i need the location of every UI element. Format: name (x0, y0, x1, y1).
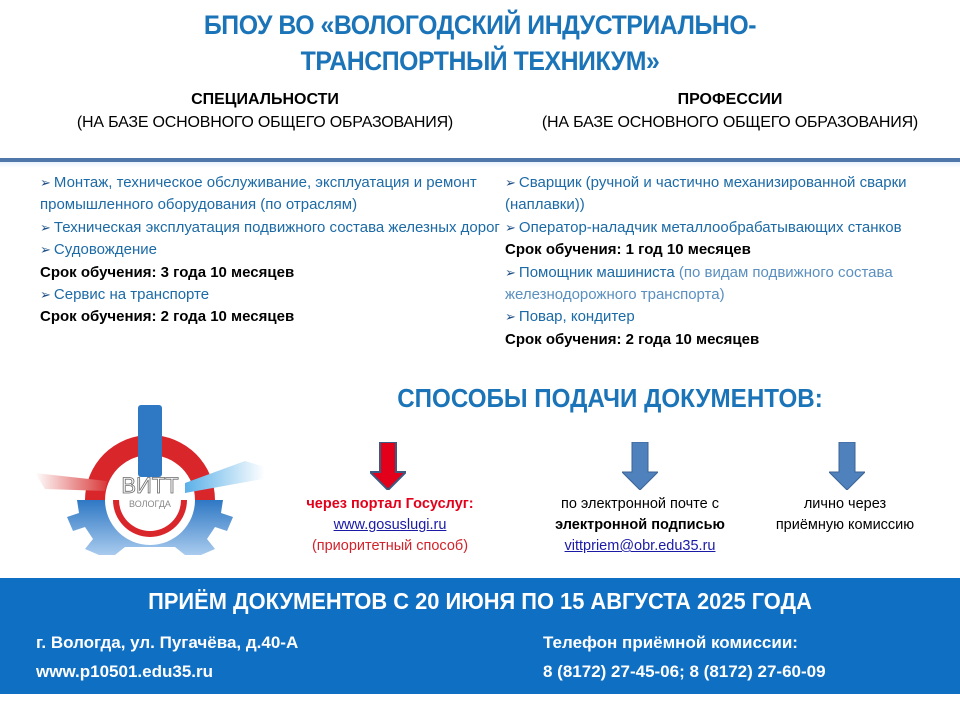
admission-banner (0, 578, 960, 694)
svg-text:ВИТТ: ВИТТ (121, 473, 179, 498)
list-item: ➢ Повар, кондитер (505, 308, 635, 326)
arrow-down-icon (370, 442, 406, 490)
list-item: ➢ Сварщик (ручной и частично механизированной сварки (наплавки)) (505, 174, 907, 214)
duration-text: Срок обучения: 2 года 10 месяцев (40, 308, 295, 326)
address-text: г. Вологда, ул. Пугачёва, д.40-А (36, 633, 299, 652)
phone-label: Телефон приёмной комиссии: (543, 633, 798, 652)
bullet-arrow-icon: ➢ (505, 309, 516, 325)
arrow-down-icon (829, 442, 865, 490)
bullet-arrow-icon: ➢ (40, 175, 51, 190)
phone-numbers: 8 (8172) 27-45-06; 8 (8172) 27-60-09 (543, 662, 826, 681)
page-title-line-1: БПОУ ВО «ВОЛОГОДСКИЙ ИНДУСТРИАЛЬНО- (203, 10, 757, 40)
bullet-arrow-icon: ➢ (505, 264, 516, 280)
bullet-arrow-icon: ➢ (505, 175, 516, 190)
method-label: по электронной почте с (560, 496, 719, 512)
bullet-arrow-icon: ➢ (505, 219, 516, 235)
bullet-arrow-icon: ➢ (40, 242, 51, 258)
method-note: (приоритетный способ) (311, 538, 469, 554)
duration-text: Срок обучения: 3 года 10 месяцев (40, 263, 295, 281)
gear-logo-icon (35, 405, 265, 555)
website-link[interactable]: www.p10501.edu35.ru (36, 662, 213, 681)
list-item: ➢ Оператор-наладчик металлообрабатывающих станков (505, 218, 902, 236)
professions-header (500, 91, 960, 132)
method-email (520, 494, 760, 557)
method-label: лично через (803, 496, 887, 512)
contact-phone (543, 628, 826, 686)
list-item: ➢ Сервис на транспорте (40, 286, 210, 304)
specialties-subheading: (НА БАЗЕ ОСНОВНОГО ОБЩЕГО ОБРАЗОВАНИЯ) (76, 114, 454, 131)
page-title-line-2: ТРАНСПОРТНЫЙ ТЕХНИКУМ» (300, 46, 660, 76)
list-item: ➢ Помощник машиниста (по видам подвижного состава железнодорожного транспорта) (505, 263, 893, 304)
duration-text: Срок обучения: 2 года 10 месяцев (505, 330, 760, 348)
bullet-arrow-icon: ➢ (40, 287, 51, 303)
list-item: ➢ Монтаж, техническое обслуживание, эксплуатация и ремонт промышленного оборудования (по отраслям) (40, 174, 477, 214)
specialties-header (30, 91, 500, 132)
method-label: через портал Госуслуг: (306, 496, 474, 512)
list-item: ➢ Судовождение (40, 241, 157, 259)
contact-address (36, 628, 298, 686)
professions-heading: ПРОФЕССИИ (677, 91, 783, 108)
method-in-person (750, 494, 940, 536)
professions-subheading: (НА БАЗЕ ОСНОВНОГО ОБЩЕГО ОБРАЗОВАНИЯ) (541, 114, 919, 131)
arrow-down-icon (622, 442, 658, 490)
bullet-arrow-icon: ➢ (40, 219, 51, 235)
method-gosuslugi (280, 494, 500, 557)
duration-text: Срок обучения: 1 год 10 месяцев (505, 241, 751, 259)
method-label-2: электронной подписью (555, 517, 725, 533)
email-link[interactable]: vittpriem@obr.edu35.ru (564, 538, 716, 554)
divider-shadow (0, 162, 960, 168)
specialties-heading: СПЕЦИАЛЬНОСТИ (191, 91, 339, 108)
method-label-2: приёмную комиссию (775, 517, 915, 533)
specialties-list (40, 172, 500, 329)
gosuslugi-link[interactable]: www.gosuslugi.ru (333, 517, 447, 533)
list-item: ➢ Техническая эксплуатация подвижного состава железных дорог (40, 218, 500, 236)
professions-list (505, 172, 935, 351)
methods-title: СПОСОБЫ ПОДАЧИ ДОКУМЕНТОВ: (397, 383, 823, 413)
svg-text:ВОЛОГДА: ВОЛОГДА (129, 499, 171, 509)
banner-title: ПРИЁМ ДОКУМЕНТОВ С 20 ИЮНЯ ПО 15 АВГУСТА 2025 ГОДА (148, 588, 812, 614)
college-logo (35, 405, 265, 555)
